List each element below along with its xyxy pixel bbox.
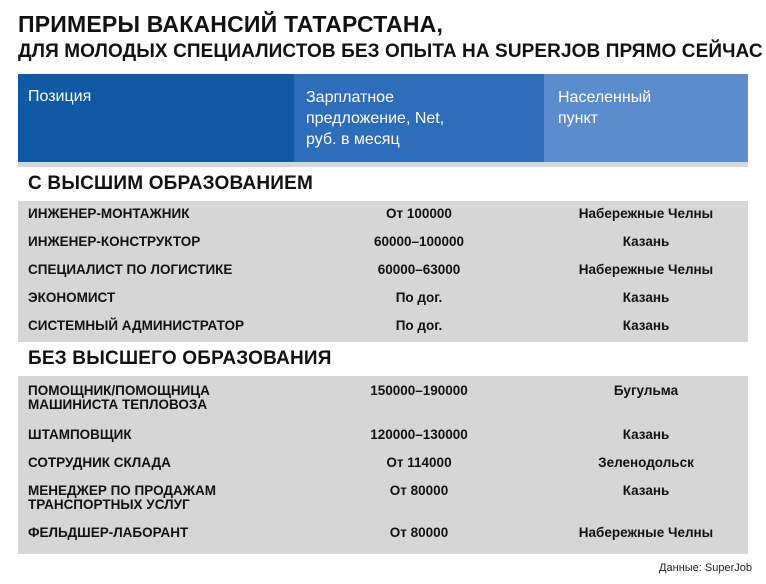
section-title-higher-education: С ВЫСШИМ ОБРАЗОВАНИЕМ — [18, 167, 748, 201]
cell-position: ФЕЛЬДШЕР-ЛАБОРАНТ — [28, 525, 189, 540]
cell-salary: От 100000 — [386, 206, 452, 221]
cell-salary: От 80000 — [389, 525, 449, 540]
header-salary-line: Зарплатное — [306, 89, 394, 106]
header-city — [544, 74, 748, 162]
cell-city: Казань — [622, 290, 670, 305]
cell-city: Зеленодольск — [598, 455, 694, 470]
header-city-line: пункт — [558, 110, 599, 127]
cell-city: Набережные Челны — [578, 206, 714, 221]
cell-city: Набережные Челны — [578, 262, 714, 277]
vacancies-table — [18, 74, 748, 554]
cell-city: Казань — [622, 483, 670, 498]
cell-salary: 60000–100000 — [373, 234, 465, 249]
header-position — [18, 74, 294, 162]
data-source: Данные: SuperJob — [659, 562, 752, 574]
header-salary-line: руб. в месяц — [306, 131, 400, 148]
cell-city: Казань — [622, 318, 670, 333]
cell-salary: 150000–190000 — [370, 383, 468, 398]
section-title-no-higher-education: БЕЗ ВЫСШЕГО ОБРАЗОВАНИЯ — [18, 342, 748, 376]
cell-salary: От 114000 — [386, 455, 452, 470]
cell-position — [28, 484, 298, 512]
cell-position-line: ТРАНСПОРТНЫХ УСЛУГ — [28, 497, 190, 512]
header-position-label: Позиция — [28, 88, 92, 105]
page-title: ПРИМЕРЫ ВАКАНСИЙ ТАТАРСТАНА, — [18, 11, 444, 37]
cell-position: ИНЖЕНЕР-МОНТАЖНИК — [28, 206, 190, 221]
header-salary-line: предложение, Net, — [306, 110, 445, 127]
cell-salary: От 80000 — [389, 483, 449, 498]
cell-position: ЭКОНОМИСТ — [28, 290, 116, 305]
cell-position — [28, 384, 298, 412]
cell-position: СПЕЦИАЛИСТ ПО ЛОГИСТИКЕ — [28, 262, 233, 277]
cell-salary: 60000–63000 — [377, 262, 461, 277]
cell-position-line: ПОМОЩНИК/ПОМОЩНИЦА — [28, 383, 210, 398]
header-salary — [294, 74, 544, 162]
cell-position: ШТАМПОВЩИК — [28, 427, 132, 442]
cell-city: Бугульма — [613, 383, 679, 398]
table-header — [18, 74, 748, 162]
cell-position-line: МЕНЕДЖЕР ПО ПРОДАЖАМ — [28, 483, 216, 498]
cell-position: ИНЖЕНЕР-КОНСТРУКТОР — [28, 234, 201, 249]
cell-city: Казань — [622, 427, 670, 442]
cell-position: СИСТЕМНЫЙ АДМИНИСТРАТОР — [28, 318, 245, 333]
cell-salary: По дог. — [395, 318, 443, 333]
cell-position-line: МАШИНИСТА ТЕПЛОВОЗА — [28, 397, 208, 412]
header-city-line: Населенный — [558, 89, 652, 106]
cell-salary: По дог. — [395, 290, 443, 305]
cell-city: Набережные Челны — [578, 525, 714, 540]
page-subtitle: ДЛЯ МОЛОДЫХ СПЕЦИАЛИСТОВ БЕЗ ОПЫТА НА SUPERJOB ПРЯМО СЕЙЧАС — [18, 41, 763, 62]
cell-city: Казань — [622, 234, 670, 249]
cell-position: СОТРУДНИК СКЛАДА — [28, 455, 171, 470]
cell-salary: 120000–130000 — [370, 427, 468, 442]
